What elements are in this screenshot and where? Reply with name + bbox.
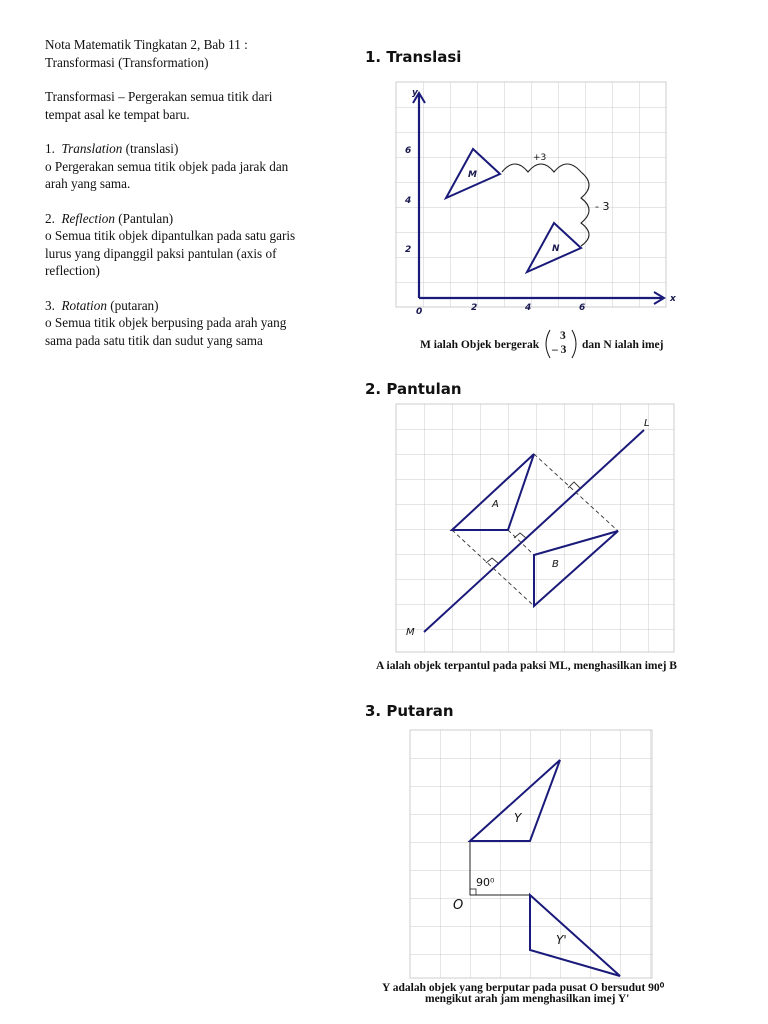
- x-axis-label: x: [670, 294, 676, 304]
- putaran-diagram: [410, 730, 654, 980]
- translasi-diagram: [390, 76, 690, 326]
- tick-x-2: 2: [471, 303, 478, 313]
- pantulan-diagram: [396, 404, 676, 654]
- tick-x-4: 4: [525, 303, 532, 313]
- tick-x-0: 0: [416, 307, 423, 317]
- line-m-label: M: [406, 627, 415, 638]
- y-axis-label: y: [412, 88, 418, 98]
- triangle-y-prime-label: Y': [556, 933, 567, 947]
- triangle-b-label: B: [552, 559, 559, 570]
- notes-definition: Transformasi – Pergerakan semua titik dari tempat asal ke tempat baru.: [45, 89, 273, 122]
- move-x-label: +3: [533, 153, 547, 163]
- triangle-n-label: N: [552, 244, 560, 254]
- putaran-caption-line2: mengikut arah jam menghasilkan imej Y': [425, 993, 630, 1005]
- vector-right-bracket: [570, 329, 582, 359]
- angle-label: 90⁰: [476, 876, 495, 889]
- putaran-caption-line1: Y adalah objek yang berputar pada pusat O bersudut 90⁰: [382, 982, 665, 994]
- move-y-label: - 3: [595, 200, 610, 213]
- vector-left-bracket: [540, 329, 552, 359]
- tick-x-6: 6: [579, 303, 586, 313]
- notes-title: Nota Matematik Tingkatan 2, Bab 11 : Transformasi (Transformation): [45, 37, 248, 70]
- notes-column: [45, 36, 345, 349]
- notes-item-reflection: 2. Reflection (Pantulan) o Semua titik objek dipantulkan pada satu garis lurus yang dipanggil paksi pantulan (axis of reflection): [45, 210, 296, 278]
- vector-bottom: – 3: [552, 344, 567, 356]
- pantulan-heading: 2. Pantulan: [365, 380, 462, 398]
- notes-item-rotation: 3. Rotation (putaran) o Semua titik objek berpusing pada arah yang sama pada satu titik dan sudut yang sama: [45, 297, 287, 348]
- line-l-label: L: [644, 418, 650, 429]
- translasi-heading: 1. Translasi: [365, 48, 462, 66]
- putaran-heading: 3. Putaran: [365, 702, 454, 720]
- pantulan-caption: A ialah objek terpantul pada paksi ML, menghasilkan imej B: [376, 660, 677, 672]
- vector-top: 3: [560, 330, 566, 342]
- translasi-grid: [396, 82, 666, 307]
- notes-item-translation: 1. Translation (translasi) o Pergerakan semua titik objek pada jarak dan arah yang sama.: [45, 141, 289, 191]
- tick-y-2: 2: [405, 245, 412, 255]
- triangle-m-label: M: [468, 170, 477, 180]
- triangle-a-label: A: [492, 499, 499, 510]
- tick-y-4: 4: [405, 196, 412, 206]
- center-o-label: O: [453, 898, 464, 913]
- tick-y-6: 6: [405, 146, 412, 156]
- triangle-y-label: Y: [514, 811, 522, 825]
